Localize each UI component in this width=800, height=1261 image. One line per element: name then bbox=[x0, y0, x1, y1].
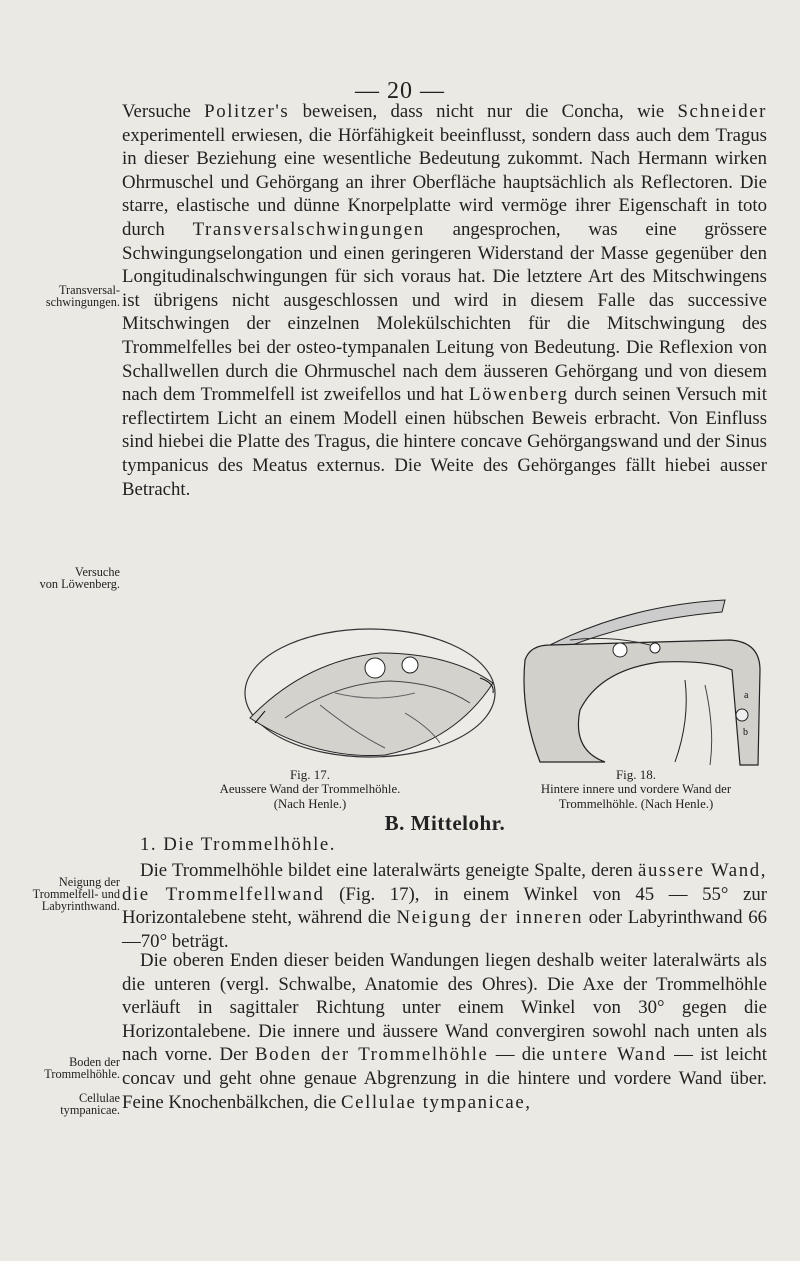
text-run: beweisen, dass nicht nur die Concha, wie bbox=[289, 101, 678, 122]
text-run: Versuche bbox=[122, 101, 205, 122]
text-run: Die oberen Enden dieser beiden Wandungen liegen deshalb weiter lateralwärts als die unteren (vergl. Schwalbe, Anatomie des Ohres). Die Axe der Trommelhöhle verläuft in sagittaler Richtung unter einem Winkel von 30° gegen die Horizontalebene. Die innere und äussere Wand convergiren sowohl nach unten als nach vorne. Der bbox=[122, 950, 767, 1066]
page-number: — 20 — bbox=[355, 78, 445, 104]
paragraph-boden bbox=[122, 949, 767, 1114]
text-run: angesprochen, was eine grössere Schwingungselongation und einen geringeren Widerstand der Masse gegenüber den Longitudinalschwingungen für sich voraus hat. Die letztere Art des Mitschwingens ist übrigens nicht ausgeschlossen und wird in diesem Falle das successive Mitschwingen der einzelnen Molekülschichten für die Mitschwingung des Trommelfelles bei der osteo-tympanalen Leitung von Bedeutung. Die Reflexion von Schallwellen durch die Ohrmuschel nach dem äusseren Gehörgang und von diesem nach dem Trommelfell ist zweifellos und hat bbox=[122, 218, 767, 406]
text-run: (Fig. 17), in einem Winkel von 45 — 55° zur Horizontalebene steht, während die bbox=[122, 883, 767, 929]
margin-line: Cellulae bbox=[79, 1091, 120, 1105]
spaced-term: äussere Wand, die Trommelfellwand bbox=[122, 860, 768, 905]
margin-note-neigung bbox=[0, 876, 120, 912]
text-run: Die Trommelhöhle bildet eine lateralwärts geneigte Spalte, deren bbox=[140, 860, 639, 881]
figure-17-caption bbox=[170, 767, 450, 812]
margin-line: Trommelfell- und bbox=[32, 887, 120, 901]
margin-line: von Löwenberg. bbox=[39, 577, 120, 591]
spaced-name: Löwenberg bbox=[469, 384, 569, 406]
text-run: , bbox=[525, 1091, 530, 1113]
text-run: — die bbox=[488, 1044, 553, 1066]
figure-17-illustration bbox=[225, 623, 505, 765]
spaced-term: Neigung der inneren bbox=[396, 907, 584, 929]
figure-17-number: Fig. 17. bbox=[289, 767, 331, 782]
paragraph-tragus bbox=[122, 100, 767, 501]
figure-17-source: (Nach Henle.) bbox=[273, 797, 347, 811]
figure-18-label-a: a bbox=[744, 690, 749, 701]
margin-note-cellulae bbox=[0, 1092, 120, 1116]
margin-line: Labyrinthwand. bbox=[41, 899, 120, 913]
margin-line: schwingungen. bbox=[45, 295, 120, 309]
figure-18-source: Trommelhöhle. (Nach Henle.) bbox=[558, 797, 714, 811]
figure-18-title: Hintere innere und vordere Wand der bbox=[540, 782, 732, 796]
margin-line: Versuche bbox=[74, 565, 120, 579]
spaced-term: Cellulae tympanicae bbox=[341, 1091, 526, 1113]
spaced-term: Transversalschwingungen bbox=[192, 218, 425, 240]
paragraph-neigung bbox=[122, 859, 767, 953]
section-heading: B. Mittelohr. bbox=[384, 811, 506, 835]
text-run: — ist leicht concav und geht ohne genaue Abgrenzung in die hintere und vordere Wand über. Feine Knochenbälkchen, die bbox=[122, 1044, 767, 1113]
figure-18-caption bbox=[486, 767, 786, 812]
figure-18-number: Fig. 18. bbox=[615, 767, 657, 782]
margin-line: Neigung der bbox=[58, 875, 120, 889]
spaced-name: Schneider bbox=[677, 101, 768, 122]
margin-line: tympanicae. bbox=[60, 1103, 120, 1117]
margin-note-boden bbox=[0, 1056, 120, 1080]
text-run: durch seinen Versuch mit reflectirtem Licht an einem Modell einen hübschen Beweis erbracht. Von Einfluss sind hiebei die Platte des Tragus, die hintere concave Gehörgangswand und der Sinus tympanicus des Meatus externus. Die Weite des Gehörganges fällt hiebei ausser Betracht. bbox=[122, 384, 767, 500]
margin-line: Boden der bbox=[69, 1055, 120, 1069]
margin-note-versuche bbox=[0, 566, 120, 590]
figure-18-label-b: b bbox=[743, 727, 748, 738]
text-run: oder Labyrinthwand 66—70° beträgt. bbox=[122, 907, 767, 952]
text-run: experimentell erwiesen, die Hörfähigkeit beeinflusst, sondern dass auch dem Tragus in dieser Beziehung eine wesentliche Bedeutung zukommt. Nach Hermann wirken Ohrmuschel und Gehörgang an ihrer Oberfläche hauptsächlich als Reflectoren. Die starre, elastische und dünne Knorpelplatte wird vermöge ihrer Eigenschaft in toto durch bbox=[122, 124, 767, 240]
margin-note-transversal bbox=[0, 284, 120, 308]
spaced-term: untere Wand bbox=[552, 1044, 667, 1066]
spaced-name: Politzer's bbox=[204, 101, 290, 122]
figure-17-title: Aeussere Wand der Trommelhöhle. bbox=[219, 782, 401, 796]
subheading: 1. Die Trommelhöhle. bbox=[140, 834, 336, 855]
margin-line: Transversal- bbox=[58, 283, 120, 297]
figure-18-illustration bbox=[510, 590, 780, 770]
spaced-term: Boden der Trommelhöhle bbox=[254, 1044, 489, 1066]
margin-line: Trommelhöhle. bbox=[44, 1067, 120, 1081]
